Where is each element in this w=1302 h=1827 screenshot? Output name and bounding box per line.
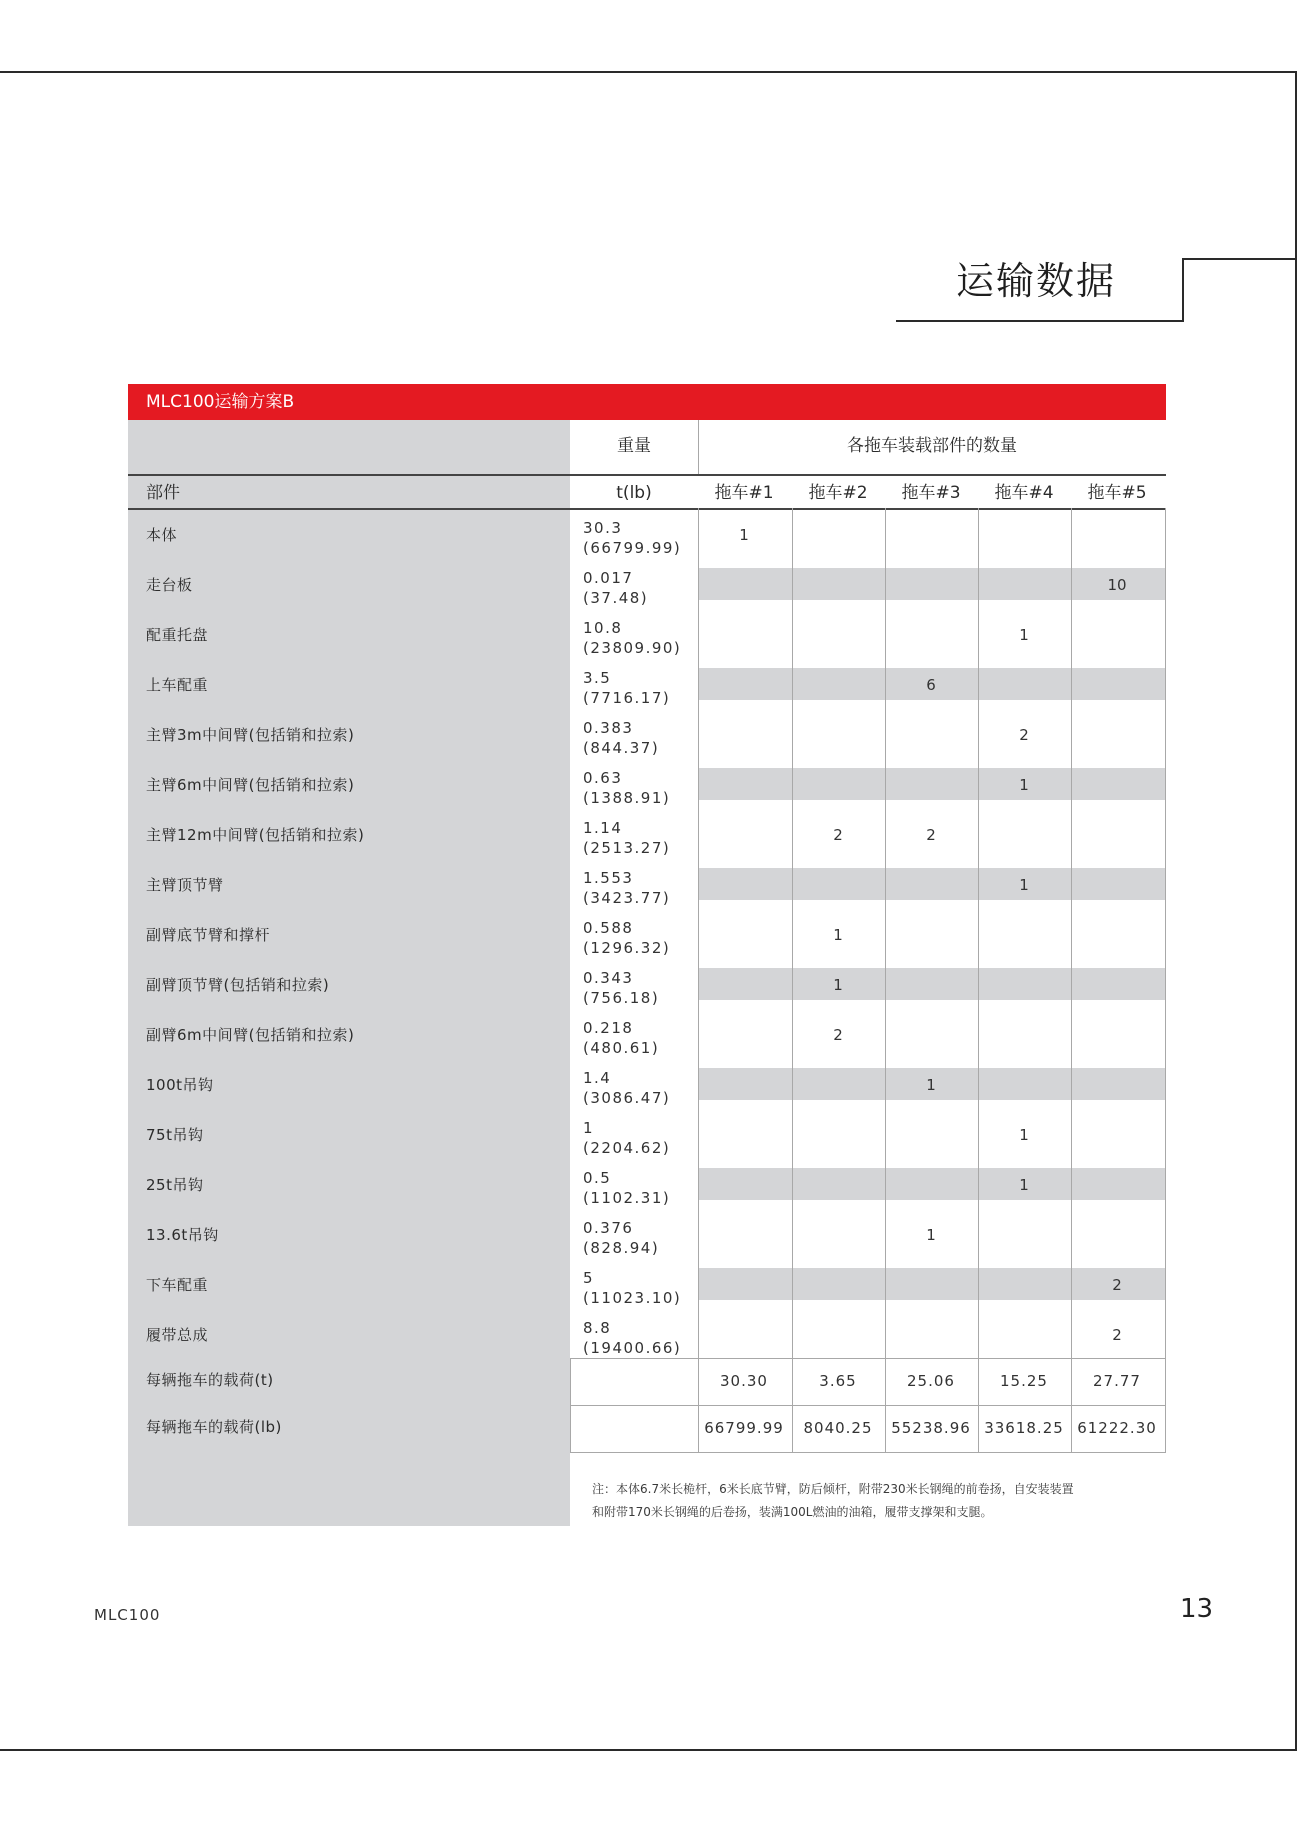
weight-pounds: (1388.91) (583, 789, 671, 807)
weight-pounds: (37.48) (583, 589, 649, 607)
quantity-cell: 1 (833, 976, 843, 994)
weight-pounds: (480.61) (583, 1039, 660, 1057)
frame-top-rule (0, 71, 1296, 73)
note-line-1: 注：本体6.7米长桅杆，6米长底节臂，防后倾杆，附带230米长钢绳的前卷扬，自安装装置 (592, 1482, 1074, 1496)
totals-cell: 27.77 (1093, 1372, 1141, 1390)
weight-pounds: (3423.77) (583, 889, 671, 907)
weight-pounds: (828.94) (583, 1239, 660, 1257)
column-divider (885, 508, 886, 1452)
part-name: 75t吊钩 (146, 1126, 204, 1144)
weight-pounds: (3086.47) (583, 1089, 671, 1107)
weight-tonnes: 0.376 (583, 1219, 634, 1237)
header-rule-top (128, 474, 1166, 476)
table-caption: MLC100运输方案B (146, 392, 295, 412)
part-name: 下车配重 (146, 1276, 209, 1294)
quantity-cell: 1 (739, 526, 749, 544)
part-name: 副臂顶节臂(包括销和拉索) (146, 976, 330, 994)
totals-cell: 66799.99 (704, 1419, 784, 1437)
header-trailer-1: 拖车#1 (714, 483, 774, 503)
column-divider (698, 508, 699, 1358)
weight-tonnes: 0.343 (583, 969, 634, 987)
part-name: 主臂12m中间臂(包括销和拉索) (146, 826, 365, 844)
part-name: 主臂6m中间臂(包括销和拉索) (146, 776, 355, 794)
totals-cell: 33618.25 (984, 1419, 1064, 1437)
transport-table (128, 384, 1166, 1526)
weight-tonnes: 0.017 (583, 569, 634, 587)
weight-tonnes: 30.3 (583, 519, 623, 537)
part-name: 25t吊钩 (146, 1176, 204, 1194)
header-trailer-5: 拖车#5 (1087, 483, 1147, 503)
weight-pounds: (756.18) (583, 989, 660, 1007)
totals-label: 每辆拖车的载荷(lb) (146, 1418, 282, 1436)
table-right-edge (1165, 508, 1166, 1452)
column-divider (792, 508, 793, 1452)
weight-pounds: (1296.32) (583, 939, 671, 957)
quantity-cell: 1 (833, 926, 843, 944)
header-trailer-group: 各拖车装载部件的数量 (847, 436, 1017, 456)
page-title: 运输数据 (956, 259, 1117, 303)
row-stripe (698, 768, 1166, 800)
weight-pounds: (844.37) (583, 739, 660, 757)
title-bracket-tail (1182, 258, 1296, 260)
header-weight: 重量 (617, 436, 651, 456)
quantity-cell: 1 (1019, 876, 1029, 894)
totals-rule (570, 1452, 1166, 1453)
frame-bottom-rule (0, 1749, 1297, 1751)
quantity-cell: 2 (1112, 1276, 1122, 1294)
totals-rule (570, 1358, 1166, 1359)
row-stripe (698, 1168, 1166, 1200)
header-trailer-2: 拖车#2 (808, 483, 868, 503)
quantity-cell: 1 (926, 1076, 936, 1094)
part-name: 13.6t吊钩 (146, 1226, 219, 1244)
totals-cell: 8040.25 (803, 1419, 873, 1437)
weight-pounds: (19400.66) (583, 1339, 682, 1357)
row-stripe (698, 868, 1166, 900)
weight-tonnes: 5 (583, 1269, 595, 1287)
part-name: 主臂3m中间臂(包括销和拉索) (146, 726, 355, 744)
header-trailer-4: 拖车#4 (994, 483, 1054, 503)
weight-tonnes: 0.383 (583, 719, 634, 737)
quantity-cell: 1 (1019, 1126, 1029, 1144)
weight-tonnes: 1.14 (583, 819, 623, 837)
note-line-2: 和附带170米长钢绳的后卷扬，装满100L燃油的油箱，履带支撑架和支腿。 (592, 1505, 993, 1519)
weight-tonnes: 1 (583, 1119, 595, 1137)
totals-cell: 3.65 (819, 1372, 857, 1390)
table-caption-bar (128, 384, 1166, 420)
header-trailer-3: 拖车#3 (901, 483, 961, 503)
weight-pounds: (23809.90) (583, 639, 682, 657)
part-name: 履带总成 (146, 1326, 209, 1344)
quantity-cell: 2 (833, 1026, 843, 1044)
weight-pounds: (2204.62) (583, 1139, 671, 1157)
weight-pounds: (7716.17) (583, 689, 671, 707)
weight-tonnes: 0.218 (583, 1019, 634, 1037)
totals-cell: 61222.30 (1077, 1419, 1157, 1437)
footer-brand: MLC100 (94, 1606, 161, 1624)
totals-cell: 30.30 (720, 1372, 768, 1390)
weight-tonnes: 1.4 (583, 1069, 612, 1087)
totals-rule (570, 1405, 1166, 1406)
weight-pounds: (11023.10) (583, 1289, 682, 1307)
weight-tonnes: 0.63 (583, 769, 623, 787)
quantity-cell: 2 (833, 826, 843, 844)
weight-tonnes: 8.8 (583, 1319, 612, 1337)
part-name: 副臂6m中间臂(包括销和拉索) (146, 1026, 355, 1044)
quantity-cell: 1 (1019, 626, 1029, 644)
row-stripe (698, 968, 1166, 1000)
totals-cell: 25.06 (907, 1372, 955, 1390)
weight-pounds: (1102.31) (583, 1189, 671, 1207)
part-column-background (128, 420, 570, 1526)
header-rule-bottom (128, 508, 1166, 510)
part-name: 主臂顶节臂 (146, 876, 224, 894)
weight-pounds: (2513.27) (583, 839, 671, 857)
totals-label: 每辆拖车的载荷(t) (146, 1371, 274, 1389)
quantity-cell: 1 (1019, 776, 1029, 794)
weight-pounds: (66799.99) (583, 539, 682, 557)
frame-right-rule (1295, 71, 1297, 1751)
header-weight-unit: t(lb) (616, 483, 652, 503)
weight-tonnes: 0.5 (583, 1169, 612, 1187)
totals-cell: 15.25 (1000, 1372, 1048, 1390)
totals-left-edge (570, 1358, 571, 1452)
weight-tonnes: 10.8 (583, 619, 623, 637)
quantity-cell: 2 (1112, 1326, 1122, 1344)
column-divider (1071, 508, 1072, 1452)
weight-tonnes: 3.5 (583, 669, 612, 687)
part-name: 本体 (146, 526, 178, 544)
part-name: 100t吊钩 (146, 1076, 214, 1094)
page-number: 13 (1180, 1594, 1214, 1624)
quantity-cell: 2 (926, 826, 936, 844)
quantity-cell: 2 (1019, 726, 1029, 744)
weight-tonnes: 0.588 (583, 919, 634, 937)
part-name: 走台板 (146, 576, 193, 594)
header-part: 部件 (146, 483, 180, 503)
part-name: 上车配重 (146, 676, 209, 694)
part-name: 副臂底节臂和撑杆 (146, 926, 271, 944)
quantity-cell: 10 (1107, 576, 1127, 594)
weight-tonnes: 1.553 (583, 869, 634, 887)
quantity-cell: 1 (1019, 1176, 1029, 1194)
column-divider (978, 508, 979, 1452)
part-name: 配重托盘 (146, 626, 209, 644)
quantity-cell: 1 (926, 1226, 936, 1244)
table-note (592, 1478, 1172, 1524)
totals-cell: 55238.96 (891, 1419, 971, 1437)
quantity-cell: 6 (926, 676, 936, 694)
